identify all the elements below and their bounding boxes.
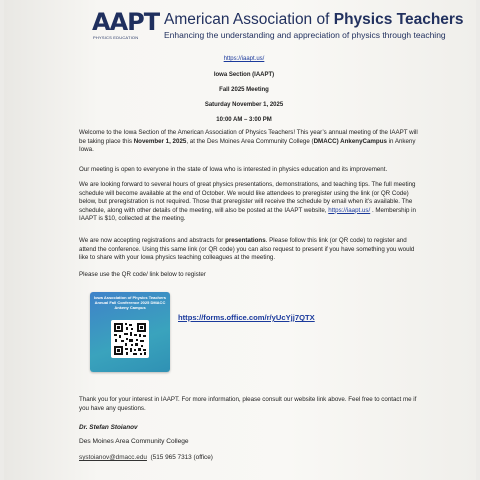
welcome-college: DMACC) AnkenyCampus bbox=[313, 137, 387, 145]
schedule-text: We are looking forward to several hours of great physics presentations, demonstrations, and teaching tips. The full meeting schedule will become available at the end of October. We would like attendees to preregister using the link (or QR Code) below, but preregistration is not required. Those that preregister will receive the schedule by email when it’s available. The schedule, along with other details of the meeting, will also be posted at the IAAPT website, bbox=[79, 181, 416, 214]
signature-name: Dr. Stefan Stoianov bbox=[79, 424, 138, 431]
aapt-logo-subtext: PHYSICS EDUCATION bbox=[93, 35, 139, 40]
flyer-page bbox=[4, 0, 476, 480]
qr-card[interactable] bbox=[90, 292, 170, 372]
qr-code-graphic bbox=[111, 320, 149, 358]
organization-name bbox=[164, 11, 464, 29]
schedule-paragraph bbox=[79, 181, 424, 224]
welcome-paragraph bbox=[79, 129, 424, 155]
section-title: Iowa Section (IAAPT) bbox=[213, 72, 275, 78]
welcome-date: November 1, 2025 bbox=[133, 137, 187, 145]
qr-code-icon[interactable] bbox=[111, 320, 149, 358]
registration-paragraph bbox=[79, 237, 424, 263]
closing-paragraph: Thank you for your interest in IAAPT. For more information, please consult our website link above. Feel free to contact me if you have any questions. bbox=[79, 396, 417, 412]
meeting-time: 10:00 AM – 3:00 PM bbox=[216, 117, 272, 123]
aapt-header bbox=[92, 10, 472, 42]
website-link[interactable]: https://iaapt.us/ bbox=[223, 56, 265, 62]
signature-organization: Des Moines Area Community College bbox=[79, 438, 189, 445]
qr-card-text: Iowa Association of Physics Teachers Annual Fall Conference 2025 DMACC Ankeny Campus bbox=[93, 295, 167, 311]
welcome-text-3: in Ankeny Iowa. bbox=[79, 137, 416, 154]
registration-form-link[interactable]: https://forms.office.com/r/yUcYjj7QTX bbox=[178, 313, 315, 322]
registration-bold: presentations bbox=[225, 237, 266, 244]
schedule-text-2: . Membership in IAAPT is $10, collected at the meeting. bbox=[79, 206, 416, 223]
qr-instruction: Please use the QR code/ link below to register bbox=[79, 271, 206, 278]
signature-email-link[interactable]: systoianov@dmacc.edu bbox=[79, 454, 147, 461]
signature-phone: (515 965 7313 (office) bbox=[150, 454, 213, 461]
organization-tagline: Enhancing the understanding and appreciation of physics through teaching bbox=[164, 30, 446, 40]
registration-text-2: . Please follow this link (or QR code) to register and attend the conference. Using this same link (or QR code) you can also request to present if you have something you would like to share with your Iowa physics teaching colleagues at the meeting. bbox=[79, 237, 415, 262]
welcome-text: Welcome to the Iowa Section of the American Association of Physics Teachers! This year’s annual meeting of the IAAPT will be taking place this bbox=[79, 129, 418, 145]
organization-name-bold: Physics Teachers bbox=[333, 11, 464, 28]
meeting-date: Saturday November 1, 2025 bbox=[204, 102, 284, 108]
organization-name-plain: American Association of bbox=[164, 11, 334, 28]
registration-text: We are now accepting registrations and abstracts for bbox=[79, 237, 226, 244]
aapt-logo: AAPT bbox=[92, 8, 160, 36]
schedule-website-link[interactable]: https://iaapt.us/ bbox=[328, 206, 371, 214]
signature-contact bbox=[79, 454, 213, 461]
welcome-text-2: , at the Des Moines Area Community College ( bbox=[186, 137, 314, 145]
meeting-name: Fall 2025 Meeting bbox=[219, 87, 269, 93]
website-line bbox=[4, 56, 480, 62]
open-paragraph: Our meeting is open to everyone in the state of Iowa who is interested in physics education and its improvement. bbox=[79, 166, 388, 173]
